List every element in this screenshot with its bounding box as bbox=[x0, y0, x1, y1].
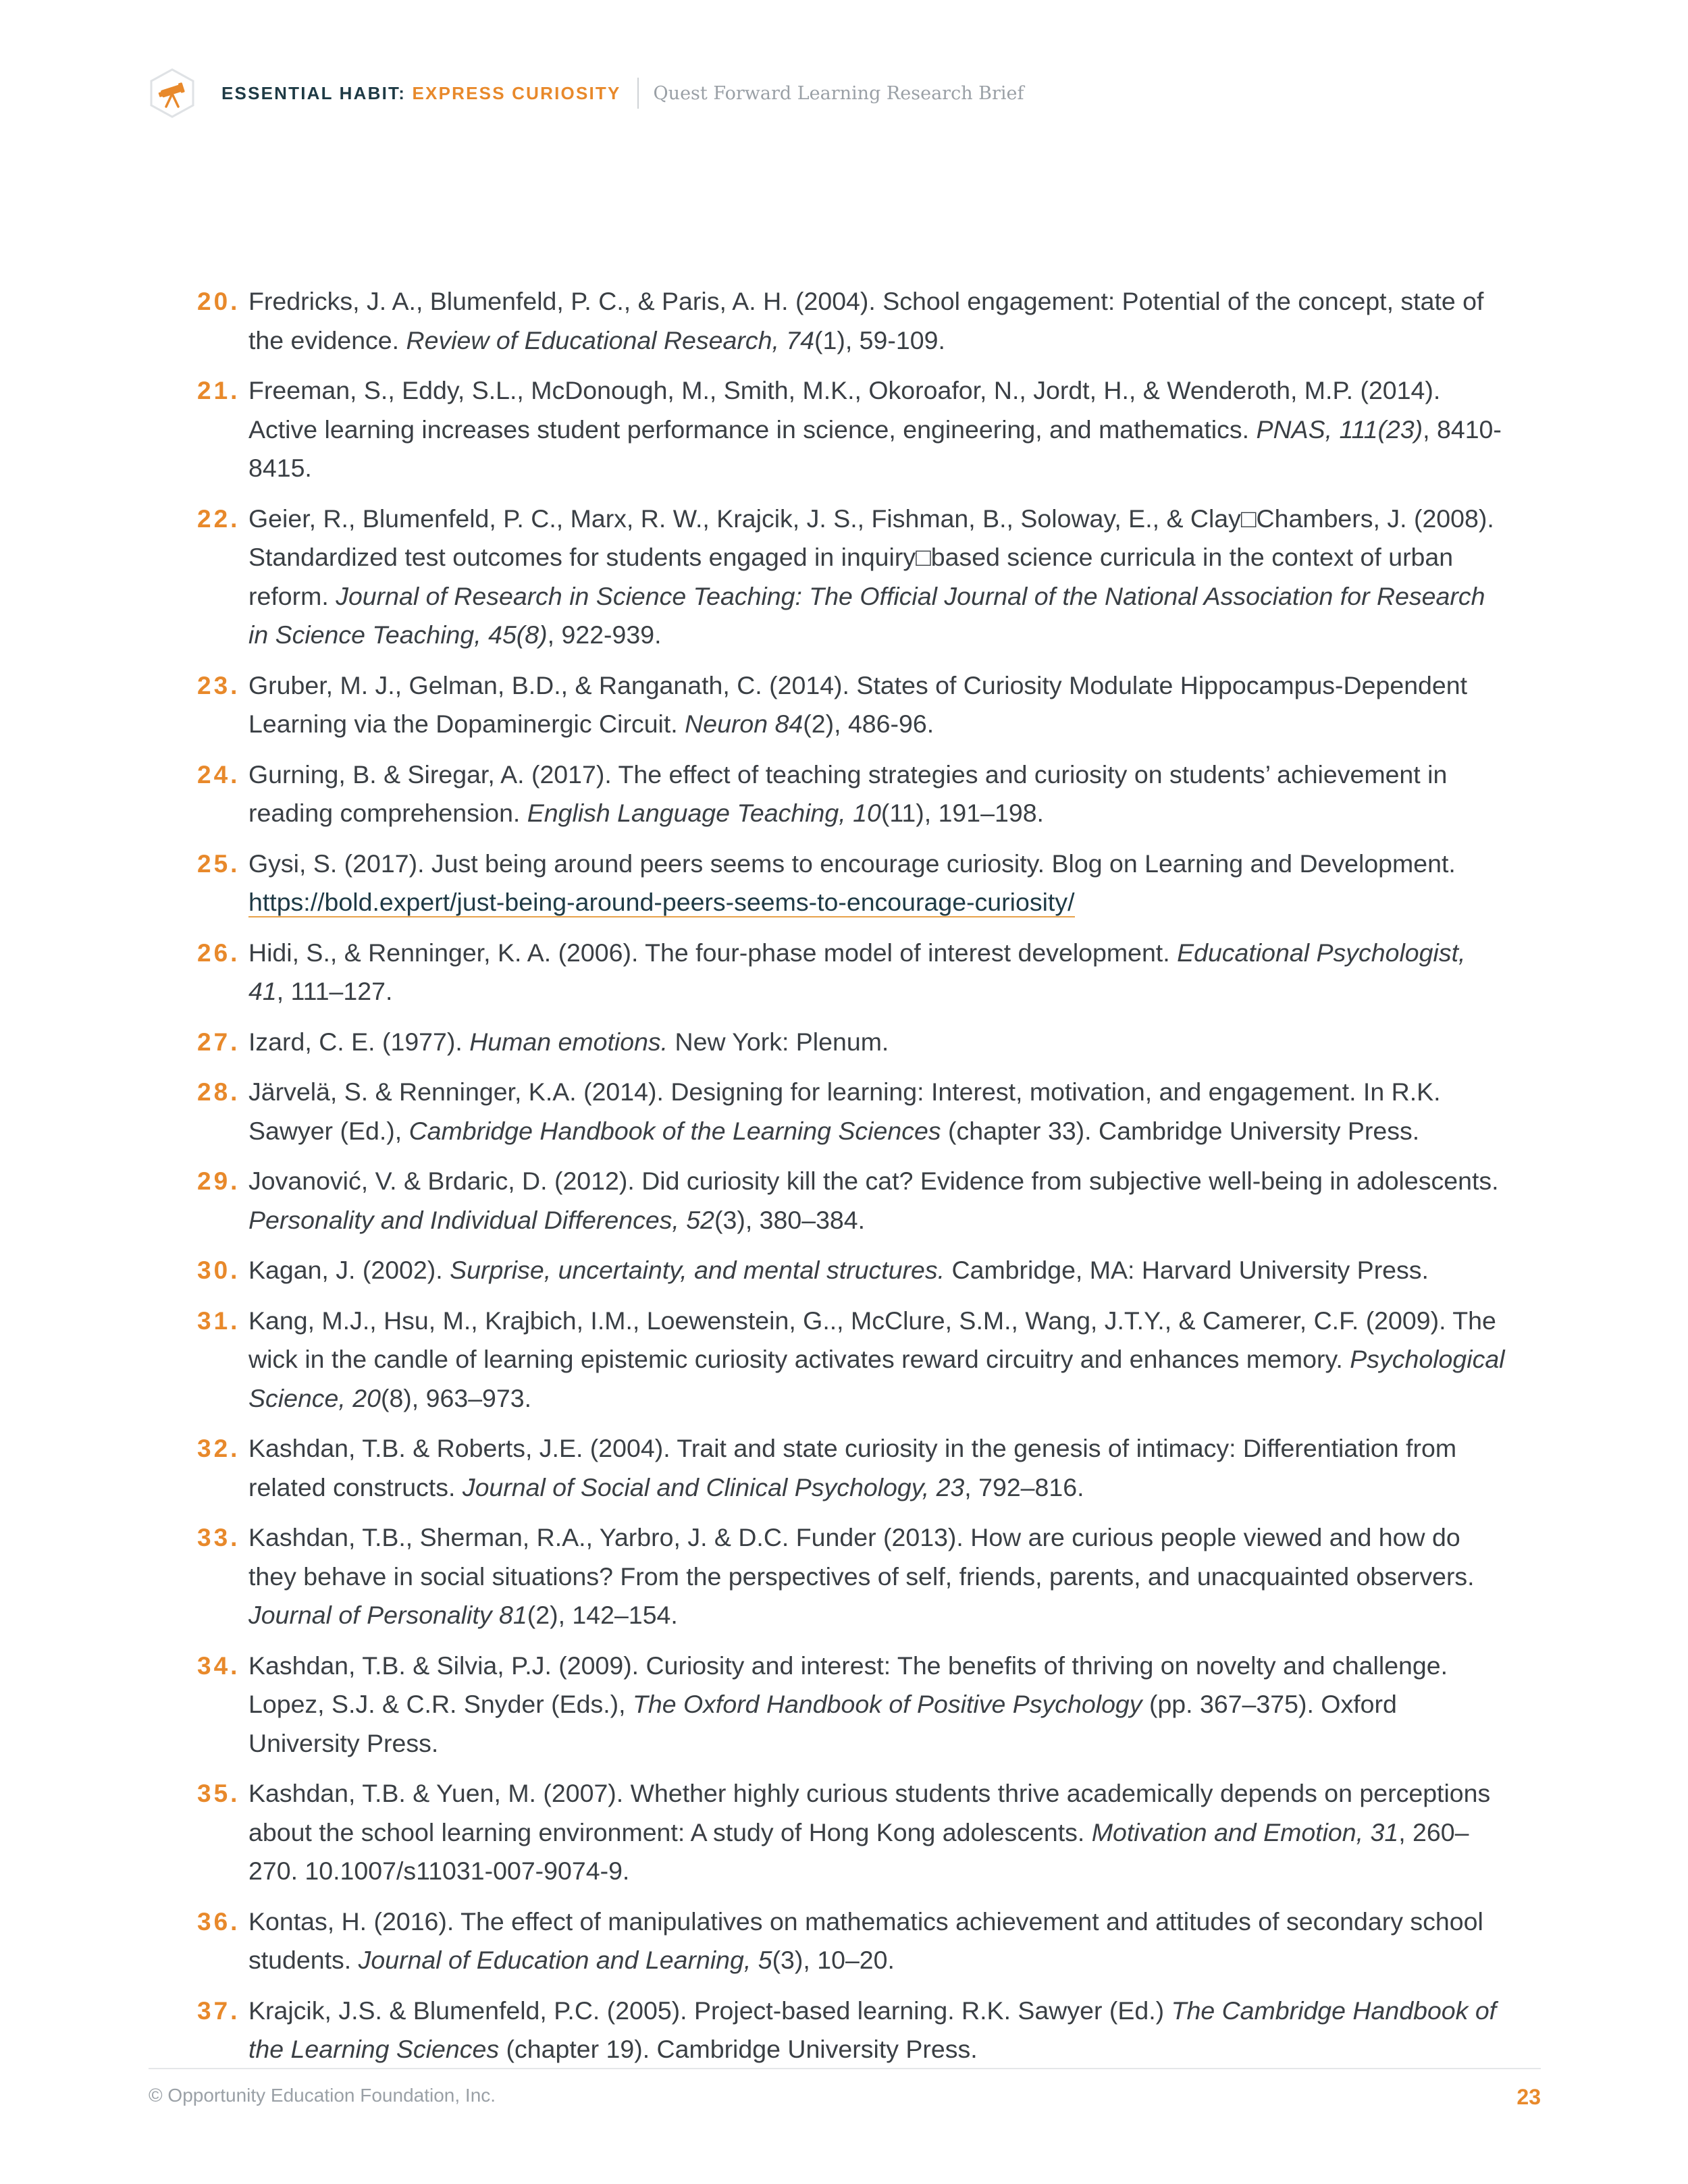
reference-item bbox=[189, 1992, 1506, 2069]
reference-source-title: PNAS, 111(23) bbox=[1256, 415, 1423, 444]
reference-text: Fredricks, J. A., Blumenfeld, P. C., & Paris, A. H. (2004). School engagement: Potential of the concept, state of the evidence. bbox=[248, 287, 1484, 354]
reference-text: Hidi, S., & Renninger, K. A. (2006). The four-phase model of interest development. bbox=[248, 938, 1178, 967]
reference-number: 31. bbox=[197, 1306, 240, 1335]
reference-number: 36. bbox=[197, 1907, 240, 1936]
reference-number: 20. bbox=[197, 288, 240, 315]
reference-details: Cambridge, MA: Harvard University Press. bbox=[945, 1256, 1429, 1284]
reference-details: (11), 191–198. bbox=[880, 799, 1044, 827]
reference-item bbox=[189, 1023, 1506, 1062]
reference-text: Jovanović, V. & Brdaric, D. (2012). Did curiosity kill the cat? Evidence from subjective well-being in adolescents. bbox=[248, 1167, 1499, 1195]
reference-source-title: Cambridge Handbook of the Learning Sciences bbox=[408, 1116, 941, 1145]
reference-item bbox=[189, 1251, 1506, 1290]
reference-source-title: Review of Educational Research, 74 bbox=[406, 325, 815, 354]
reference-details: , 111–127. bbox=[276, 977, 393, 1005]
header-divider bbox=[637, 78, 639, 109]
reference-item bbox=[189, 371, 1506, 488]
reference-source-title: Surprise, uncertainty, and mental structures. bbox=[450, 1256, 945, 1284]
reference-text: Järvelä, S. & Renninger, K.A. (2014). Designing for learning: Interest, motivation, and engagement. In R.K. Sawyer (Ed.), bbox=[248, 1077, 1441, 1145]
reference-text: Kashdan, T.B. & Yuen, M. (2007). Whether highly curious students thrive academically depends on perceptions about the school learning environment: A study of Hong Kong adolescents. bbox=[248, 1779, 1491, 1846]
reference-details: , 792–816. bbox=[964, 1472, 1084, 1501]
reference-source-title: Human emotions. bbox=[469, 1027, 668, 1056]
reference-text: Kang, M.J., Hsu, M., Krajbich, I.M., Loewenstein, G.., McClure, S.M., Wang, J.T.Y., & Camerer, C.F. (2009). The wick in the candle of learning epistemic curiosity activates reward circuitry and enhances memory. bbox=[248, 1306, 1496, 1373]
reference-number: 35. bbox=[197, 1780, 240, 1807]
reference-number: 28. bbox=[197, 1078, 240, 1106]
reference-details: (pp. 367–375). Oxford University Press. bbox=[248, 1690, 1397, 1757]
reference-text: Krajcik, J.S. & Blumenfeld, P.C. (2005). Project-based learning. R.K. Sawyer (Ed.) bbox=[248, 1996, 1171, 2025]
reference-number: 32. bbox=[197, 1435, 240, 1462]
reference-text: Kashdan, T.B. & Silvia, P.J. (2009). Curiosity and interest: The benefits of thriving on novelty and challenge. Lopez, S.J. & C.R. Snyder (Eds.), bbox=[248, 1651, 1448, 1718]
reference-text: Izard, C. E. (1977). bbox=[248, 1027, 470, 1056]
reference-source-title: Journal of Social and Clinical Psychology, 23 bbox=[462, 1472, 965, 1501]
reference-details: , 8410-8415. bbox=[248, 415, 1502, 482]
reference-text: Kashdan, T.B. & Roberts, J.E. (2004). Trait and state curiosity in the genesis of intimacy: Differentiation from related constructs. bbox=[248, 1434, 1457, 1501]
reference-details: (8), 963–973. bbox=[380, 1383, 532, 1412]
reference-number: 29. bbox=[197, 1167, 240, 1195]
reference-item bbox=[189, 1073, 1506, 1150]
reference-source-title: Journal of Education and Learning, 5 bbox=[358, 1946, 772, 1974]
reference-details: (chapter 19). Cambridge University Press. bbox=[499, 2035, 978, 2063]
reference-text: Kashdan, T.B., Sherman, R.A., Yarbro, J. & D.C. Funder (2013). How are curious people viewed and how do they behave in social situations? From the perspectives of self, friends, parents, and unacquainted observers. bbox=[248, 1523, 1475, 1591]
reference-details: (1), 59-109. bbox=[814, 325, 945, 354]
reference-details: New York: Plenum. bbox=[668, 1027, 889, 1056]
reference-text: Freeman, S., Eddy, S.L., McDonough, M., Smith, M.K., Okoroafor, N., Jordt, H., & Wenderoth, M.P. (2014). Active learning increases student performance in science, engineering, and mathematics. bbox=[248, 376, 1441, 444]
reference-link[interactable]: https://bold.expert/just-being-around-peers-seems-to-encourage-curiosity/ bbox=[248, 888, 1075, 916]
reference-number: 24. bbox=[197, 760, 240, 789]
reference-details: (3), 10–20. bbox=[772, 1946, 895, 1974]
reference-number: 21. bbox=[197, 377, 240, 404]
reference-number: 33. bbox=[197, 1524, 240, 1551]
habit-title-accent: EXPRESS CURIOSITY bbox=[412, 82, 621, 103]
reference-number: 30. bbox=[197, 1256, 240, 1284]
reference-details: (2), 486-96. bbox=[803, 710, 934, 738]
reference-text: Gruber, M. J., Gelman, B.D., & Ranganath, C. (2014). States of Curiosity Modulate Hippocampus-Dependent Learning via the Dopaminergic Circuit. bbox=[248, 670, 1468, 738]
reference-number: 26. bbox=[197, 938, 240, 967]
reference-details: (chapter 33). Cambridge University Press. bbox=[941, 1116, 1420, 1145]
reference-source-title: Educational Psychologist, 41 bbox=[248, 938, 1466, 1005]
page-header bbox=[149, 65, 1024, 122]
reference-source-title: Neuron 84 bbox=[685, 710, 803, 738]
reference-source-title: The Oxford Handbook of Positive Psychology bbox=[632, 1690, 1142, 1718]
reference-source-title: The Cambridge Handbook of the Learning Sciences bbox=[248, 1996, 1497, 2063]
reference-item bbox=[189, 1518, 1506, 1635]
reference-item bbox=[189, 1429, 1506, 1507]
reference-source-title: English Language Teaching, 10 bbox=[527, 799, 881, 827]
reference-number: 34. bbox=[197, 1651, 240, 1680]
reference-item bbox=[189, 282, 1506, 360]
page-number: 23 bbox=[1516, 2085, 1541, 2109]
copyright-text: © Opportunity Education Foundation, Inc. bbox=[149, 2085, 496, 2106]
reference-details: , 260–270. 10.1007/s11031-007-9074-9. bbox=[248, 1817, 1469, 1885]
reference-item bbox=[189, 1647, 1506, 1763]
reference-text: Gurning, B. & Siregar, A. (2017). The effect of teaching strategies and curiosity on students’ achievement in reading comprehension. bbox=[248, 760, 1448, 827]
habit-title bbox=[221, 83, 621, 104]
reference-details: (3), 380–384. bbox=[714, 1205, 866, 1234]
reference-item bbox=[189, 500, 1506, 655]
reference-details: (2), 142–154. bbox=[527, 1601, 678, 1629]
reference-item bbox=[189, 755, 1506, 833]
reference-source-title: Motivation and Emotion, 31 bbox=[1091, 1817, 1399, 1846]
reference-item bbox=[189, 1902, 1506, 1980]
reference-text: Gysi, S. (2017). Just being around peers seems to encourage curiosity. Blog on Learning and Development. bbox=[248, 849, 1456, 878]
reference-list bbox=[189, 282, 1506, 2081]
reference-item bbox=[189, 934, 1506, 1011]
reference-item bbox=[189, 666, 1506, 744]
reference-item bbox=[189, 1774, 1506, 1891]
reference-number: 27. bbox=[197, 1028, 240, 1056]
reference-source-title: Personality and Individual Differences, 52 bbox=[248, 1205, 714, 1234]
habit-title-main: ESSENTIAL HABIT: bbox=[221, 82, 406, 103]
reference-text: Geier, R., Blumenfeld, P. C., Marx, R. W., Krajcik, J. S., Fishman, B., Soloway, E., & Clay□Chambers, J. (2008). Standardized test outcomes for students engaged in inquiry□based science curricula in the context of urban reform. bbox=[248, 504, 1494, 610]
reference-source-title: Journal of Research in Science Teaching: The Official Journal of the National Association for Research in Science Teaching, 45(8) bbox=[248, 581, 1485, 649]
reference-source-title: Psychological Science, 20 bbox=[248, 1345, 1505, 1412]
reference-text: Kontas, H. (2016). The effect of manipulatives on mathematics achievement and attitudes of secondary school students. bbox=[248, 1907, 1483, 1974]
footer-divider bbox=[149, 2068, 1541, 2069]
reference-item bbox=[189, 1162, 1506, 1240]
reference-text: Kagan, J. (2002). bbox=[248, 1256, 450, 1284]
reference-number: 23. bbox=[197, 671, 240, 699]
reference-item bbox=[189, 1302, 1506, 1418]
reference-item bbox=[189, 845, 1506, 922]
brief-subtitle: Quest Forward Learning Research Brief bbox=[653, 82, 1024, 104]
reference-number: 22. bbox=[197, 504, 240, 533]
reference-number: 25. bbox=[197, 849, 240, 878]
reference-source-title: Journal of Personality 81 bbox=[248, 1601, 527, 1629]
reference-number: 37. bbox=[197, 1996, 240, 2025]
reference-details: , 922-939. bbox=[547, 620, 662, 649]
telescope-icon bbox=[149, 68, 196, 119]
